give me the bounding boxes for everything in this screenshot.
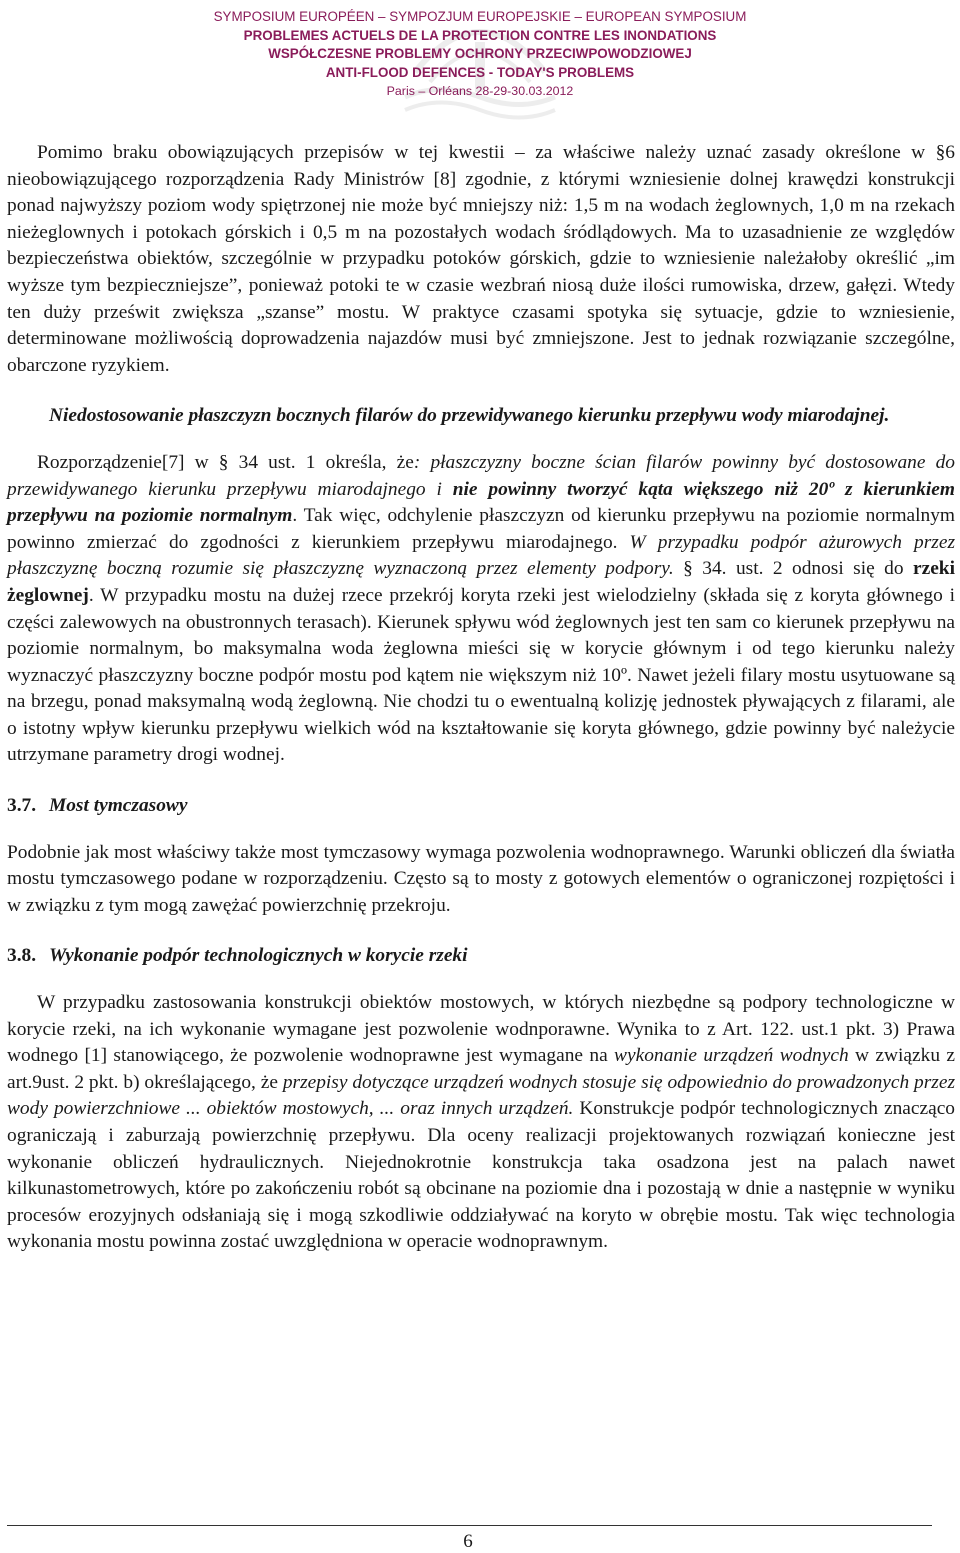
text-run: Podobnie jak most właściwy także most tymczasowy wymaga pozwolenia wodnoprawnego. Warunki obliczeń dla światła mostu tymczasowego podane w rozporządzeniu. Często są to mosty z gotowych elementów o ograniczonej rozpiętości i w związku z tym mogą zawężać powierzchnię przekroju. [7,841,955,916]
section-title: Niedostosowanie płaszczyzn bocznych filarów do przewidywanego kierunku przepływu wody miarodajnej. [49,405,890,427]
text-run: Rozporządzenie[7] w § 34 ust. 1 określa, że [37,451,414,473]
header-line-4: ANTI-FLOOD DEFENCES - TODAY'S PROBLEMS [325,64,635,80]
page-number: 6 [463,1531,473,1552]
paragraph-technological-supports [7,990,955,1256]
header-line-2: PROBLEMES ACTUELS DE LA PROTECTION CONTRE LES INONDATIONS [243,27,717,43]
italic-run: przepisy dotyczące urządzeń wodnych stosuje się odpowiednio do prowadzonych przez wody powierzchniowe ... obiektów mostowych, ... oraz innych urządzeń. [7,1071,955,1120]
paragraph-pier-planes [7,450,955,769]
paragraph-clearance [7,140,955,379]
document-body [7,140,955,1256]
bold-run: rzeki żeglownej [7,558,955,606]
paragraph-temporary-bridge [7,840,955,920]
text-run: W przypadku zastosowania konstrukcji obiektów mostowych, w których niezbędne są podpory technologiczne w korycie rzeki, na ich wykonanie wymagane jest pozwolenie wodnporawne. Wynika to z Art. 122. ust.1 pkt. 3) Prawa wodnego [1] stanowiącego, że pozwolenie wodnoprawne jest wymagane na [7,992,955,1067]
header-line-1: SYMPOSIUM EUROPÉEN – SYMPOZJUM EUROPEJSKIE – EUROPEAN SYMPOSIUM [213,9,747,24]
section-number: 3.8. [7,945,37,967]
section-title: Most tymczasowy [49,795,188,817]
text-run: . W przypadku mostu na dużej rzece przekrój koryta rzeki jest wielodzielny (składa się z koryta głównego i części zalewowych na obustronnych terasach). Kierunek spływu wód żeglownych jest ten sam co kierunek przepływu na poziomie normalnym, bo maksymalna woda żeglowna mieści się w korycie głównym i od tego kierunku należy wyznaczyć płaszczyzny boczne podpór mostu pod kątem nie większym niż 10º. Nawet jeżeli filary mostu usytuowane są na brzegu, ponad maksymalną wodą żeglowną. Nie chodzi tu o ewentualną kolizję jednostek pływających z filarami, ale o istotny wpływ kierunku przepływu wielkich wód na kształtowanie się koryta głównego, gdzie powinny być należycie utrzymane parametry drogi wodnej. [7,584,955,766]
italic-run: : płaszczyzny boczne ścian filarów powinny być dostosowane do przewidywanego kierunku przepływu miarodajnego i [7,451,955,500]
text-run: . Tak więc, odchylenie płaszczyzn od kierunku przepływu na poziomie normalnym powinno zmierzać do zgodności z kierunkiem przepływu miarodajnego. [7,505,955,553]
paragraph-clearance-text: Pomimo braku obowiązujących przepisów w tej kwestii – za właściwe należy uznać zasady określone w §6 nieobowiązującego rozporządzenia Rady Ministrów [8] zgodnie, z którymi wzniesienie dolnej krawędzi konstrukcji ponad najwyższy poziom wody spiętrzonej nie może być mniejszy niż: 1,5 m na wodach żeglownych, 1,0 m na rzekach nieżeglownych i potokach górskich i 0,5 m na pozostałych wodach śródlądowych. Ma to uzasadnienie ze względów bezpieczeństwa obiektów, szczególnie w przypadku potoków górskich, gdzie to wzniesienie należałoby określić „im wyższe tym bezpieczniejsze”, ponieważ potoki te w czasie wezbrań niosą duże ilości rumowiska, drzew, gałęzi. Wtedy ten duży prześwit zwiększa „szanse” mostu. W praktyce czasami spotyka się sytuacje, gdzie to wzniesienie, determinowane możliwością doprowadzenia najazdów musi być zmniejszone. Jest to jednak rozwiązanie szczególne, obarczone ryzykiem. [7,142,955,376]
section-number [7,403,49,430]
footer-divider [7,1525,932,1526]
italic-run: W przypadku podpór ażurowych przez płaszczyznę boczną rozumie się płaszczyznę wyznaczoną przez elementy podpory. [7,531,955,580]
italic-run: wykonanie urządzeń wodnych [614,1045,849,1067]
section-title: Wykonanie podpór technologicznych w korycie rzeki [49,945,468,967]
section-heading-3-8 [7,943,955,970]
section-heading-3-6 [7,403,955,430]
bold-italic-run: nie powinny tworzyć kąta większego niż 20º z kierunkiem przepływu na poziomie normalnym [7,478,955,527]
symposium-header [0,8,960,101]
header-line-3: WSPÓŁCZESNE PROBLEMY OCHRONY PRZECIWPOWODZIOWEJ [268,46,692,62]
header-line-5: Paris – Orléans 28-29-30.03.2012 [386,84,574,99]
text-run: w związku z art.9ust. 2 pkt. b) określającego, że [7,1045,955,1093]
section-number: 3.7. [7,795,37,817]
text-run: Konstrukcje podpór technologicznych znacząco ograniczają i zaburzają powierzchnię przepływu. Dla oceny realizacji projektowanych rozwiązań konieczne jest wykonanie obliczeń hydraulicznych. Niejednokrotnie konstrukcja taka osadzona jest na palach nawet kilkunastometrowych, które po zakończeniu robót są obcinane na poziomie dna i pozostają w dnie a następnie w wyniku procesów erozyjnych odsłaniają się i mogą szkodliwie oddziaływać na koryto w obrębie mostu. Tak więc technologia wykonania mostu powinna zostać uwzględniona w operacie wodnoprawnym. [7,1098,955,1253]
text-run: § 34. ust. 2 odnosi się do [673,558,913,580]
section-heading-3-7 [7,793,955,820]
